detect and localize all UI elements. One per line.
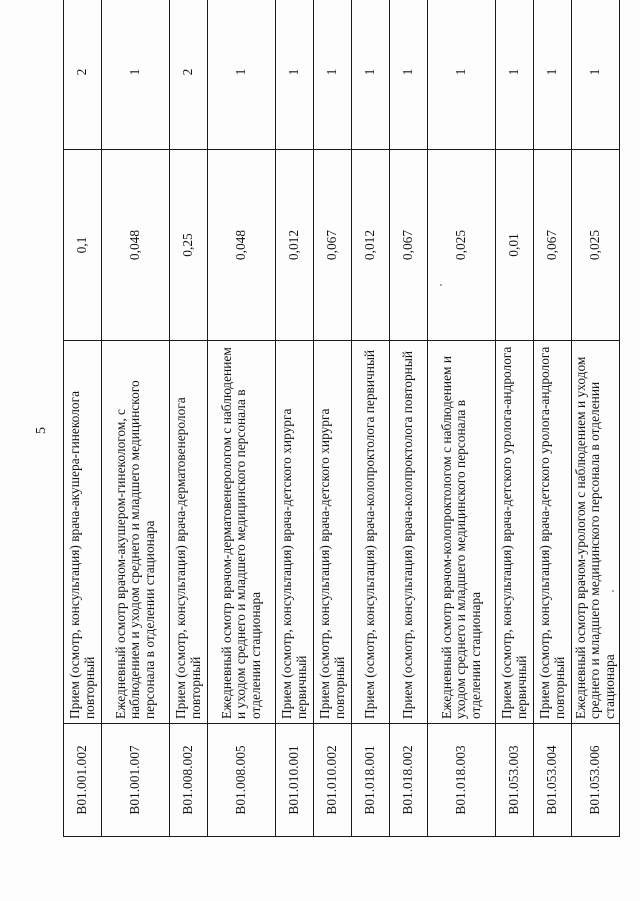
service-code-cell: B01.018.003 <box>428 724 496 837</box>
frequency-cell: 0,048 <box>208 150 276 341</box>
table-row <box>314 0 352 837</box>
multiplicity-cell: 1 <box>534 0 572 150</box>
service-name-cell: Ежедневный осмотр врачом-колопроктологом с наблюдением и уходом среднего и младшего медицинского персонала в отделении стационара <box>428 341 496 724</box>
services-table <box>63 0 620 837</box>
multiplicity-cell: 1 <box>102 0 170 150</box>
page-number: 5 <box>34 427 49 434</box>
table-row <box>496 0 534 837</box>
table-row <box>534 0 572 837</box>
service-name-cell: Прием (осмотр, консультация) врача-акушера-гинеколога повторный <box>64 341 102 724</box>
service-code-cell: B01.008.002 <box>170 724 208 837</box>
service-name-cell: Прием (осмотр, консультация) врача-детского уролога-андролога первичный <box>496 341 534 724</box>
frequency-cell: 0,01 <box>496 150 534 341</box>
service-name-cell: Прием (осмотр, консультация) врача-дерматовенеролога повторный <box>170 341 208 724</box>
table-row <box>208 0 276 837</box>
multiplicity-cell: 1 <box>276 0 314 150</box>
frequency-cell: 0,048 <box>102 150 170 341</box>
service-name-cell: Прием (осмотр, консультация) врача-колопроктолога первичный <box>352 341 390 724</box>
table-row <box>352 0 390 837</box>
service-code-cell: B01.010.001 <box>276 724 314 837</box>
multiplicity-cell: 1 <box>428 0 496 150</box>
service-name-cell: Прием (осмотр, консультация) врача-детского уролога-андролога повторный <box>534 341 572 724</box>
multiplicity-cell: 1 <box>208 0 276 150</box>
service-code-cell: B01.001.002 <box>64 724 102 837</box>
service-code-cell: B01.053.006 <box>572 724 620 837</box>
table-row <box>428 0 496 837</box>
frequency-cell: 0,067 <box>390 150 428 341</box>
service-name-cell: Ежедневный осмотр врачом-дерматовенерологом с наблюдением и уходом среднего и младшего медицинского персонала в отделении стационара <box>208 341 276 724</box>
service-name-cell: Прием (осмотр, консультация) врача-детского хирурга повторный <box>314 341 352 724</box>
table-row <box>390 0 428 837</box>
service-name-cell: Прием (осмотр, консультация) врача-колопроктолога повторный <box>390 341 428 724</box>
service-code-cell: B01.018.001 <box>352 724 390 837</box>
multiplicity-cell: 2 <box>64 0 102 150</box>
service-code-cell: B01.001.007 <box>102 724 170 837</box>
service-name-cell: Ежедневный осмотр врачом-урологом с наблюдением и уходом среднего и младшего медицинского персонала в отделении стационара <box>572 341 620 724</box>
service-name-cell: Ежедневный осмотр врачом-акушером-гинекологом, с наблюдением и уходом среднего и младшего медицинского персонала в отделении стационара <box>102 341 170 724</box>
service-name-cell: Прием (осмотр, консультация) врача-детского хирурга первичный <box>276 341 314 724</box>
multiplicity-cell: 1 <box>496 0 534 150</box>
service-code-cell: B01.053.003 <box>496 724 534 837</box>
table-body <box>64 0 620 837</box>
table-row <box>170 0 208 837</box>
multiplicity-cell: 1 <box>572 0 620 150</box>
table-row <box>64 0 102 837</box>
frequency-cell: 0,025 <box>428 150 496 341</box>
multiplicity-cell: 1 <box>390 0 428 150</box>
table-row <box>276 0 314 837</box>
table-row <box>102 0 170 837</box>
service-code-cell: B01.018.002 <box>390 724 428 837</box>
multiplicity-cell: 1 <box>314 0 352 150</box>
frequency-cell: 0,012 <box>276 150 314 341</box>
multiplicity-cell: 2 <box>170 0 208 150</box>
service-code-cell: B01.010.002 <box>314 724 352 837</box>
frequency-cell: 0,067 <box>314 150 352 341</box>
rotated-table-container <box>63 31 617 837</box>
frequency-cell: 0,25 <box>170 150 208 341</box>
frequency-cell: 0,067 <box>534 150 572 341</box>
table-row <box>572 0 620 837</box>
frequency-cell: 0,012 <box>352 150 390 341</box>
frequency-cell: 0,025 <box>572 150 620 341</box>
service-code-cell: B01.008.005 <box>208 724 276 837</box>
service-code-cell: B01.053.004 <box>534 724 572 837</box>
frequency-cell: 0,1 <box>64 150 102 341</box>
multiplicity-cell: 1 <box>352 0 390 150</box>
